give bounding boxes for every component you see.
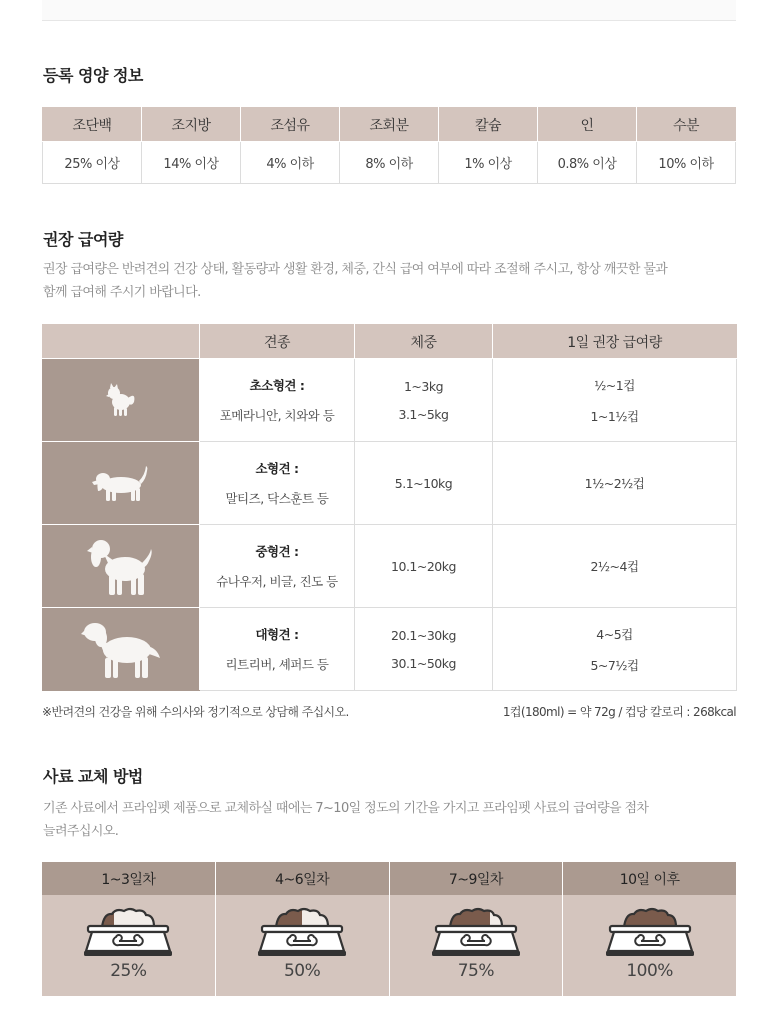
breed-cell — [200, 525, 355, 608]
size-label: 소형견 : — [255, 461, 299, 476]
feeding-amount: 1~1½컵 — [590, 408, 639, 424]
food-bowl-icon — [256, 905, 348, 959]
step-percent: 75% — [457, 961, 495, 981]
food-bowl-icon — [430, 905, 522, 959]
step-body — [42, 895, 215, 996]
step-label: 1~3일차 — [42, 862, 215, 895]
nutrition-header: 칼슘 — [439, 108, 538, 142]
nutrition-header: 조회분 — [340, 108, 439, 142]
transition-step — [390, 862, 564, 996]
weight-range: 5.1~10kg — [394, 475, 453, 491]
feeding-amount: 2½~4컵 — [590, 559, 639, 574]
amount-cell — [493, 525, 737, 608]
small-dog-icon — [91, 461, 151, 505]
previous-section-box — [42, 0, 736, 21]
feeding-header-weight: 체중 — [355, 325, 493, 359]
tiny-dog-icon — [101, 380, 141, 420]
table-row — [43, 608, 737, 691]
breed-cell — [200, 608, 355, 691]
weight-cell — [355, 608, 493, 691]
nutrition-header: 조단백 — [43, 108, 142, 142]
weight-cell — [355, 359, 493, 442]
size-label: 중형견 : — [255, 544, 299, 559]
weight-range: 1~3kg — [403, 378, 444, 394]
amount-cell — [493, 359, 737, 442]
weight-range: 3.1~5kg — [398, 406, 449, 422]
dog-image-cell — [43, 608, 200, 691]
vet-consult-note: ※반려견의 건강을 위해 수의사와 정기적으로 상담해 주십시오. — [42, 705, 349, 719]
nutrition-value: 10% 이하 — [637, 142, 736, 184]
feeding-title: 권장 급여량 — [43, 230, 123, 249]
weight-range: 30.1~50kg — [391, 655, 456, 671]
nutrition-header: 인 — [538, 108, 637, 142]
step-percent: 50% — [283, 961, 321, 981]
step-label: 10일 이후 — [563, 862, 736, 895]
nutrition-table — [42, 107, 736, 184]
nutrition-value: 1% 이상 — [439, 142, 538, 184]
breed-examples: 슈나우저, 비글, 진도 등 — [216, 574, 338, 589]
breed-examples: 말티즈, 닥스훈트 등 — [225, 491, 329, 506]
nutrition-title: 등록 영양 정보 — [43, 66, 143, 85]
nutrition-header: 수분 — [637, 108, 736, 142]
feeding-header-amount: 1일 권장 급여량 — [493, 325, 737, 359]
weight-range: 20.1~30kg — [391, 627, 456, 643]
medium-dog-icon — [87, 533, 155, 599]
breed-cell — [200, 442, 355, 525]
feeding-header-blank — [43, 325, 200, 359]
dog-image-cell — [43, 359, 200, 442]
transition-step — [42, 862, 216, 996]
transition-desc-line: 늘려주십시오. — [43, 824, 119, 839]
table-row — [43, 442, 737, 525]
step-label: 7~9일차 — [390, 862, 563, 895]
amount-cell — [493, 608, 737, 691]
nutrition-value: 8% 이하 — [340, 142, 439, 184]
step-body — [216, 895, 389, 996]
transition-title: 사료 교체 방법 — [43, 767, 143, 786]
weight-range: 10.1~20kg — [391, 558, 456, 574]
large-dog-icon — [81, 618, 161, 680]
table-row — [43, 525, 737, 608]
step-percent: 25% — [110, 961, 147, 981]
feeding-amount: 4~5컵 — [596, 626, 633, 642]
nutrition-value: 14% 이상 — [142, 142, 241, 184]
feeding-header-breed: 견종 — [200, 325, 355, 359]
dog-image-cell — [43, 442, 200, 525]
feeding-amount: 5~7½컵 — [590, 657, 639, 673]
size-label: 초소형견 : — [249, 378, 305, 393]
transition-description — [43, 797, 737, 843]
nutrition-header: 조섬유 — [241, 108, 340, 142]
feeding-table — [42, 324, 737, 691]
food-bowl-icon — [604, 905, 696, 959]
amount-cell — [493, 442, 737, 525]
feeding-desc-line: 권장 급여량은 반려견의 건강 상태, 활동량과 생활 환경, 체중, 간식 급여 여부에 따라 조절해 주시고, 항상 깨끗한 물과 — [43, 262, 668, 277]
breed-examples: 포메라니안, 치와와 등 — [219, 408, 335, 423]
weight-cell — [355, 525, 493, 608]
step-body — [390, 895, 563, 996]
transition-steps — [42, 862, 736, 996]
nutrition-header: 조지방 — [142, 108, 241, 142]
food-bowl-icon — [82, 905, 174, 959]
breed-cell — [200, 359, 355, 442]
step-percent: 100% — [626, 961, 673, 981]
nutrition-value: 0.8% 이상 — [538, 142, 637, 184]
feeding-desc-line: 함께 급여해 주시기 바랍니다. — [43, 285, 201, 300]
weight-cell — [355, 442, 493, 525]
nutrition-value: 4% 이하 — [241, 142, 340, 184]
step-body — [563, 895, 736, 996]
size-label: 대형견 : — [255, 627, 299, 642]
table-row — [43, 359, 737, 442]
nutrition-values-row — [43, 142, 736, 184]
dog-image-cell — [43, 525, 200, 608]
cup-calorie-note: 1컵(180ml) = 약 72g / 컵당 칼로리 : 268kcal — [502, 705, 736, 719]
nutrition-value: 25% 이상 — [43, 142, 142, 184]
transition-step — [216, 862, 390, 996]
feeding-description — [43, 258, 737, 304]
feeding-amount: 1½~2½컵 — [584, 476, 645, 491]
breed-examples: 리트리버, 셰퍼드 등 — [225, 657, 329, 672]
step-label: 4~6일차 — [216, 862, 389, 895]
transition-desc-line: 기존 사료에서 프라임펫 제품으로 교체하실 때에는 7~10일 정도의 기간을 가지고 프라임펫 사료의 급여량을 점차 — [43, 801, 649, 816]
feeding-amount: ½~1컵 — [594, 377, 635, 393]
transition-step — [563, 862, 736, 996]
